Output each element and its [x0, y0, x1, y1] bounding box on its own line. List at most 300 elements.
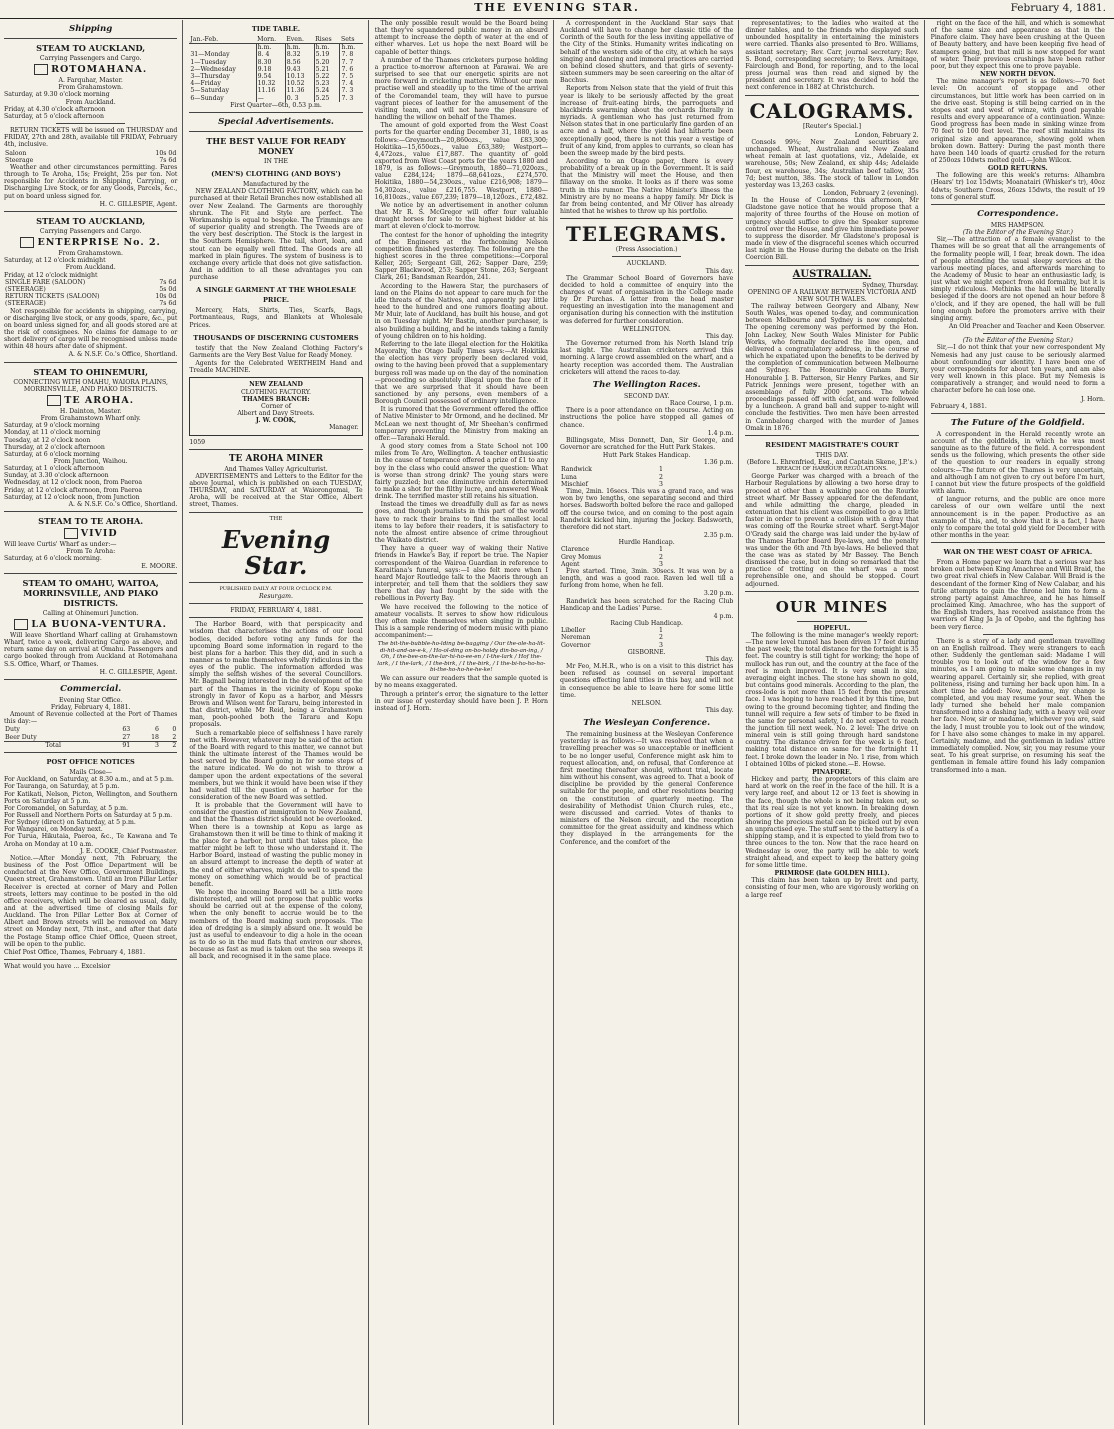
divider: [4, 959, 177, 960]
revenue-shillings: 3: [155, 741, 159, 749]
place: 2: [659, 473, 663, 481]
box-line: CLOTHING FACTORY.: [240, 388, 312, 396]
ad-garment: A SINGLE GARMENT AT THE WHOLESALE PRICE.: [196, 286, 356, 305]
mine-report: The mine manager's report is as follows:—70 feet level: On account of stoppage and other circumstances, but little work has been carried on in the drive east. Stoping is still being carried on in the stopes east and west of winze, with good payable results and every appearance of a continuation. Winze: Good progress has been made in sinking winze from 70 feet to 100 feet level. The reef still maintains its original size and appearance, showing gold when broken down. Battery: During the past month there have been 140 loads of quartz crushed for the return of 250ozs 10dwts melted gold.—John Wilcox.: [930, 78, 1105, 164]
tide-cell: 2—Wednesday: [189, 66, 256, 73]
race-result-table: [560, 546, 664, 568]
ad-line: Tuesday, at 12 o'clock noon: [4, 436, 91, 444]
tide-col: Morn.: [256, 36, 285, 44]
ad-line: From Grahamstown Wharf only.: [40, 415, 141, 423]
news-paragraph: They have a queer way of waking their Native friends in Hawke's Bay, if report be true. The Napier correspondent of the Wairoa Guardian in reference to Karaitiana's funeral, says:—I also felt more when I heard Major Routledge talk to the Maoris through an interpreter, and tell them that the soldiers they saw there that day had fought by the side with the rebellious in Poverty Bay.: [374, 545, 548, 603]
editorial-date: FRIDAY, FEBRUARY 4, 1881.: [230, 607, 322, 615]
race-time: 2.35 p.m.: [703, 531, 734, 539]
horse: Grey Momus: [560, 553, 602, 561]
ad-title: STEAM TO OMAHU, WAITOA, MORRINSVILLE, AND PIAKO DISTRICTS.: [22, 577, 159, 608]
office-line: Evening Star Office.: [58, 696, 123, 704]
race-row: [560, 546, 664, 553]
tide-cell: 10.13: [285, 73, 314, 80]
news-paragraph: We have received the following to the notice of amateur vocalists. It serves to show how ridiculous they often make themselves when singing in public. This is a sample rendering of modern music with piano accompaniment:—: [374, 603, 548, 640]
ship-icon: [20, 237, 34, 248]
mine-report: This claim has been taken up by Brett and party, consisting of four men, who are vigorously working on a large reef: [745, 877, 919, 899]
future-body: of languor returns, and the public are once more careless of our own welfare until the next announcement is in the paper. Productive as an example of this, and, to show that it is a fact, I have only to compare the total gold yield for December with other months in the year.: [930, 496, 1105, 539]
revenue-table: [4, 726, 177, 749]
ad-line: Saturday, at 12 o'clock midnight: [4, 257, 106, 265]
divider: [931, 413, 1105, 414]
tide-cell: 5.20: [314, 59, 340, 66]
telegrams-title: TELEGRAMS.: [565, 222, 728, 247]
ad-line: Saturday, at 9.30 o'clock morning: [4, 91, 110, 99]
tide-cell: 5.22: [314, 73, 340, 80]
fare-label: Steerage: [5, 156, 34, 164]
race-body: Randwick has been scratched for the Racing Club Handicap and the Ladies' Purse.: [559, 597, 734, 612]
tide-cell: 31—Monday: [189, 51, 256, 58]
australian-sub: OPENING OF A RAILWAY BETWEEN VICTORIA AND NEW SOUTH WALES.: [747, 288, 917, 303]
tide-unit: [189, 44, 256, 52]
agent: H. C. GILLESPIE, Agent.: [99, 668, 178, 676]
dateline: Sydney, Thursday.: [862, 281, 919, 289]
tide-row: [189, 95, 362, 102]
tide-row: [189, 80, 362, 87]
news-paragraph: A number of the Thames cricketers purpose holding a practice to-morrow afternoon at Parawai. We are surprised to see that our energetic spirits are not more forward in cricketing matters. Without our men practise well and steadily up to the time of the arrival of the Coromandel team, they will have to pursue vagrant pieces of leather for the amusement of the visiting team, and will not have the pleasure of handling the willow on behalf of the Thames.: [374, 56, 548, 122]
post-line: For Katikati, Nelson, Picton, Wellington, and Southern Ports on Saturday at 5 p.m.: [4, 790, 178, 805]
horse: Nereman: [560, 634, 591, 642]
ad-subtitle: Carrying Passengers and Cargo.: [39, 55, 142, 62]
ship-label: VIVID: [80, 528, 118, 540]
column-5: [745, 20, 924, 1425]
dateline-date: This day.: [705, 655, 734, 663]
ad-line: H. Dainton, Master.: [59, 407, 122, 415]
divider: [189, 603, 362, 604]
tide-cell: 7. 8: [341, 51, 354, 59]
mine-name: PRIMROSE (late GOLDEN HILL).: [774, 870, 890, 878]
box-line: Manager.: [329, 424, 359, 432]
place: 3: [659, 641, 663, 649]
letter-date: February 4, 1881.: [930, 402, 987, 410]
ad-body: Mercery, Hats, Shirts, Ties, Scarfs, Bags, Portmanteaus, Rugs, and Blankets at Wholesale Prices.: [189, 307, 363, 329]
race-title: Hutt Park Stakes Handicap.: [602, 452, 691, 460]
revenue-label: Beer Duty: [5, 733, 37, 741]
fare-label: (STEERAGE): [5, 300, 46, 308]
commercial-header: Commercial.: [60, 683, 122, 694]
court-body: George Parker was charged with a breach of the Harbour Regulations by allowing a two horse dray to proceed at other than a walking pace on the Rourke street wharf. Mr Bassey appeared for the defendant, and while admitting the charge, pleaded in extenuation that his client was compelled to go a little faster in order to prevent a collision with a dray that was coming off the Rourke street wharf. Sergt-Major O'Grady said the charge was laid under the by-law of the Thames Harbor Board Bye-laws, and the penalty was under the 6th and 7th bye-laws. He believed that the case was as stated by Mr Bassey. The Bench dismissed the case, but in doing so remarked that the practice of trotting on the wharf was a most reprehensible one, and should be stopped. Court adjourned.: [745, 473, 919, 588]
divider: [983, 333, 1053, 334]
ad-sub: Manufactured by the: [242, 181, 309, 189]
column-3: [375, 20, 554, 1425]
tide-col: Sets: [340, 36, 363, 44]
dateline-place: GISBORNE.: [627, 648, 666, 656]
column-6: [931, 20, 1110, 1425]
tide-rows: [189, 51, 362, 101]
revenue-row: [4, 734, 177, 742]
cable-body: In the House of Commons this afternoon, Mr Gladstone gave notice that he would propose that a majority of three fourths of the House on motion of urgency should suffice to give the Speaker supreme control over the House, and give him immediate power to suppress the disorder. Mr Gladstone's proposal is made in view of the disgraceful scenes which occurred last night in the House during the debate on the Irish Coercion Bill.: [745, 197, 919, 262]
race-row: [560, 627, 664, 634]
ad-line: Will leave Curtis' Wharf as under:—: [4, 541, 117, 549]
race-title: Racing Club Handicap.: [610, 620, 683, 627]
race-row: [560, 474, 664, 481]
horse: Libeller: [560, 627, 586, 635]
box-line: J. W. COOK,: [255, 417, 297, 425]
ad-line: Saturday, at 5 o'clock afternoon: [4, 112, 104, 120]
paper-published: PUBLISHED DAILY AT FOUR O'CLOCK P.M.: [219, 585, 333, 592]
divider: [612, 256, 681, 257]
tide-cell: —: [256, 95, 285, 102]
divider: [4, 38, 177, 39]
ship-icon: [47, 395, 61, 406]
tide-cell: 8.56: [285, 59, 314, 66]
issue-date: February 4, 1881.: [1010, 2, 1106, 14]
divider: [4, 573, 177, 574]
letter-title: MRS HAMPSON.: [990, 221, 1045, 229]
dateline-date: This day.: [705, 267, 734, 275]
place: 1: [659, 546, 663, 554]
notice: Notice.—After Monday next, 7th February, the business of the Post Office Department will be conducted at the New Office, Government Buildings, Queen street, Grahamstown. Until an Iron Pillar Letter Receiver is erected at corner of Mary and Pollen streets, letters may continue to be posted in the old office receivers, which will be cleared as usual, daily, and at the advertised time of closing Mails for Auckland. The Iron Pillar Letter Box at Corner of Albert and Brown streets will be removed on Mary street on Monday next, 7th inst., and after that date the Postage Stamp office Chief Office, Queen street, will be open to the public.: [4, 854, 178, 948]
australian-title: AUSTRALIAN.: [792, 268, 872, 280]
ad-title: STEAM TO AUCKLAND,: [36, 43, 146, 53]
race-time: 1.36 p.m.: [703, 459, 734, 467]
ship-icon: [14, 619, 28, 630]
tide-col: Rises: [314, 36, 340, 44]
tide-cell: 9.54: [256, 73, 285, 80]
tide-unit: h.m.: [285, 44, 314, 52]
masthead: [0, 0, 1114, 19]
news-paragraph: Instead the times we dreadfully dull as far as news goes, and though journalists in this part of the world have to rack their brains to find the smallest local items to lay before their readers, it is satisfactory to note the almost entire absence of crime throughout the Waikato district.: [374, 501, 548, 545]
divider: [189, 582, 362, 583]
news-paragraph: right on the face of the hill, and which is somewhat of the same size and appearance as that in the Pinafore claim. They have been crushing at the Queen of Beauty battery, and have been keeping five head of stampers going, but that mill is now stopped for want of water. Their previous crushings have been rather poor, but they expect this one to prove payable.: [930, 20, 1105, 70]
box-line: THAMES BRANCH:: [242, 395, 310, 403]
ad-subtitle: CONNECTING WITH OMAHU, WAIORA PLAINS, MORRINSVILLE, AND PIAKO DISTRICTS.: [13, 378, 168, 393]
telegram-body: The remaining business at the Wesleyan Conference yesterday is as follows:—It was resolved that when a travelling preacher was so unacceptable or inefficient to be no longer useful, Conference might ask him to request allocation, and, on refusal, that Conference at first meeting thereafter should, without trial, locate him without his consent, was agreed to. That a book of discipline be provided by the general Conference suitable for the people, and other resolutions bearing on the constitution of quarterly meeting. The desirability of Methodist Union Church rules, etc., were discussed and carried. Votes of thanks to ministers of the Nelson circuit, and the reception committee for the great assiduity and kindness which they displayed in the arrangements for the Conference, and the comfort of the: [559, 731, 734, 846]
place: 1: [659, 466, 663, 474]
news-paragraph: According to an Otago paper, there is every probability of a break up in the Government. It is said that the Ministry will meet the House, and then fillaway on the smoke. It looks as if there was some truth in this rumor. The Native Minister's illness the Ministry are by no means a happy family. Mr Dick is far from being contented, and Mr Oliver has already hinted that he wishes to throw up his portfolio.: [559, 157, 734, 216]
race-time: 3.20 p.m.: [703, 590, 734, 598]
ship-icon: [64, 528, 78, 539]
tide-cell: 1—Tuesday: [189, 59, 256, 66]
tide-unit: h.m.: [314, 44, 340, 52]
miner-title: TE AROHA MINER: [228, 453, 324, 464]
ad-line: Friday, at 12 o'clock midnight: [4, 271, 98, 279]
revenue-pence: 0: [172, 726, 177, 734]
horse: Randwick: [560, 466, 592, 474]
postmaster: J. E. COOKE, Chief Postmaster.: [79, 847, 178, 855]
tide-cell: 8.30: [256, 59, 285, 66]
court-sub: (Before L. Ehrenfried, Esq., and Captain Skene, J.P.'s.): [746, 458, 918, 466]
ship-name: [4, 64, 177, 75]
tide-table: [189, 36, 362, 102]
divider: [4, 511, 177, 512]
war-body: From a Home paper we learn that a serious war has broken out between King Amachree and Will Braid, the two great rival chiefs in New Calabar. Will Braid is the descendant of the former King of New Calabar, and his futile attempts to gain the throne led him to form a strong party against Amachree, and he has himself proclaimed King. Amachree, who has the support of the English traders, has received assistance from the warriors of King Ja Ja of Opobo, and the fighting has been very fierce.: [930, 559, 1105, 631]
ad-number: 1059: [189, 438, 206, 446]
column-2: [189, 20, 368, 1425]
ship-name: [4, 619, 177, 630]
news-paragraph: representatives; to the ladies who waited at the dinner tables, and to the friends who displayed such unbounded hospitality in entertaining the ministers were carried. Thanks also presented to Bro. Williams, assistant secretary; Rev. Carr, journal secretary; Rev. S. Bond, corresponding secretary; to Revs. Armitage, Fairclough and Bond, for reporting, and to the local press journal was then read and signed by the president and secretary. It was decided to hold the next conference in 1882 at Christchurch.: [745, 20, 919, 92]
divider: [745, 265, 918, 266]
ad-line: Friday, at 4.30 o'clock afternoon: [4, 105, 106, 113]
divider: [745, 435, 918, 436]
tide-cell: 7. 4: [341, 80, 354, 88]
cable-body: Consols 99¾; New Zealand securities are unchanged. Wheat, Australian and New Zealand wheat remain at last quotations, viz., Adelaide, ex warehouse, 50s; New Zealand, ex ship 44s; Adelaide flour, ex warehouse, 34s; Australian beef tallow, 35s 7d; best mutton, 38s. The stock of tallow in London yesterday was 13,263 casks.: [745, 138, 919, 189]
revenue-shillings: 18: [151, 733, 159, 741]
ad-sub: (MEN'S) CLOTHING (AND BOYS'): [211, 170, 341, 179]
tide-cell: 10.52: [285, 80, 314, 87]
editorial-paragraph: Such a remarkable piece of selfishness I have rarely met with. However, whatever may be said of the action of the Board with regard to this matter, we cannot but think the ultimate interest of the Thames would be best served by the Board going in for some steps of the nature indicated. We do not wish to throw a damper upon the ardent expectations of the several members, but we think it would have been wise if they had waited till the question of a harbor for the consideration of the new Board was settled.: [189, 729, 363, 801]
ad-sub: IN THE: [264, 157, 288, 165]
divider: [4, 362, 177, 363]
telegrams-sub: (Press Association.): [615, 246, 678, 254]
fare-value: 7s 6d: [159, 278, 177, 286]
box-line: NEW ZEALAND: [249, 381, 303, 389]
divider: [745, 95, 918, 96]
divider: [4, 752, 177, 753]
ad-line: From Auckland.: [65, 264, 116, 272]
tide-col: Jan.-Feb.: [189, 36, 256, 44]
notice-sign: Chief Post Office, Thames, February 4, 1881.: [4, 948, 146, 956]
ad-title: THE BEST VALUE FOR READY MONEY: [206, 135, 346, 156]
tide-header-row: [189, 36, 362, 44]
fare-row: [4, 157, 177, 164]
tide-units-row: [189, 44, 362, 52]
place: 3: [659, 480, 663, 488]
horse: Clarence: [560, 546, 590, 554]
tide-cell: 11.36: [285, 87, 314, 94]
divider: [189, 449, 362, 450]
tide-cell: 7. 3: [341, 94, 354, 102]
tide-foot: First Quarter—6th, 0.53 p.m.: [230, 101, 322, 109]
tide-cell: 7. 5: [341, 73, 354, 81]
factory-box: [189, 377, 362, 435]
cable-body: The railway between Georgery and Albany, New South Wales, was opened to-day, and communication between Melbourne and Sydney is now completed. The opening ceremony was performed by the Hon. John Lackey, New South Wales Minister for Public Works, who formally declared the line open, and delivered a congratulatory address, in the course of which he expatiated upon the benefits to be derived by the completion of communication between Melbourne and Sydney. The Honourable Graham Berry, Honourable J. B. Patterson, Sir Henry Parkes, and Sir Patrick Jennings were present, together with an assemblage of fully 2000 persons. The whole proceedings passed off with éclat, and were followed by a luncheon. A grand ball and supper to-night will conclude the festivities. Two men have been arrested in Cannbalong charged with the murder of James Omak in 1876.: [745, 303, 919, 432]
ad-title: STEAM TO AUCKLAND,: [36, 215, 146, 226]
divider: [745, 591, 918, 592]
ad-line: Saturday, at 6 o'clock morning.: [4, 555, 102, 563]
return-tickets: RETURN TICKETS will be issued on THURSDAY and FRIDAY, 27th and 28th, available till FRIDAY, February 4th, inclusive.: [4, 127, 178, 149]
ship-name: [4, 395, 177, 406]
calograms-sub: [Reuter's Special.]: [802, 122, 861, 130]
editorial-paragraph: The Harbor Board, with that perspicacity and wisdom that characterises the actions of our local bodies, decided before voting any funds for the upcoming Board some information in regard to the best plans for a harbor. This they did, and in such a manner as to make themselves wholly ridiculous in the eyes of the public. The information afforded was simply the selfish wishes of the several Councillors. Mr. Bagnall being interested in the development of the part of the Thames in the vicinity of Kopu spoke strongly in favor of Kopu as a harbor, and Messrs Brown and Wilson went for Tararu, being interested in that district, while Mr Reid, being a Grahamstown man, pooh-poohed both the Tararu and Kopu proposals.: [189, 621, 363, 729]
race-body: Time, 2min. 16secs. This was a grand race, and was won by two lengths, one separating second and third horses. Badsworth bolted before the race and galloped off the course twice, and on coming to the post again Randwick kicked him, injuring the Jockey. Badsworth, therefore did not start.: [559, 488, 734, 531]
report-date: Friday, February 4, 1881.: [50, 703, 131, 711]
news-paragraph: Through a printer's error, the signature to the letter in our issue of yesterday should have been J. P. Horn instead of J. Horn.: [374, 690, 548, 712]
tide-cell: 7. 6: [341, 65, 354, 73]
divider: [931, 542, 1105, 543]
revenue-intro: Amount of Revenue collected at the Port of Thames this day:—: [4, 711, 178, 726]
tide-row: [189, 87, 362, 94]
divider: [797, 621, 866, 622]
tide-cell: 5.19: [314, 51, 340, 58]
news-paragraph: The only possible result would be the Board being that they've squandered public money in an absurd attempt to increase the depth of water at the end of either wharves. Let us hope the next Board will be capable of better things.: [374, 20, 548, 56]
box-line: Corner of: [260, 402, 291, 410]
letter-to: (To the Editor of the Evening Star.): [962, 337, 1073, 345]
tide-unit: h.m.: [341, 44, 356, 52]
divider: [983, 634, 1053, 635]
fare-row: [4, 300, 177, 307]
place: 2: [659, 553, 663, 561]
fare-table: [4, 279, 177, 308]
divider: [189, 512, 362, 513]
news-paragraph: According to the Hawera Star, the purchasers of land on the Plains do not appear to care much for the idle threats of the Natives, and apparently pay little heed to the hundred and one rumors floating about. Mr Muir, late of Auckland, has built his house, and got in on Tuesday night. Mr Bastin, another purchaser, is also building a building, and he intends taking a family of young children on to his holding.: [374, 282, 548, 340]
ad-subtitle: Carrying Passengers and Cargo.: [39, 227, 142, 235]
ad-line: Saturday, at 6 o'clock morning: [4, 450, 100, 458]
news-paragraph: The amount of gold exported from the West Coast ports for the quarter ending December 31, 1880, is as follows:—Greymouth—20,860ozs., value £83,300; Hokitika—15,650ozs., value £63,389; Westport—4,472ozs., value £17,887. The quantity of gold exported from West Coast ports for the years 1880 and 1879, is as follows:—Greymouth, 1880—71,020ozs., value £284,124; 1879—68,641ozs., £274,570. Hokitika, 1880—54,230ozs., value £216,908; 1879—54,302ozs., value £216,755. Westport, 1880—16,810ozs., value £67,239; 1879—18,120ozs., £72,482.: [374, 122, 548, 201]
ship-label: LA BUONA-VENTURA.: [31, 618, 167, 630]
divider: [189, 131, 362, 132]
divider: [931, 204, 1105, 205]
race-result-table: [560, 627, 664, 649]
shipping-header: Shipping: [69, 24, 113, 34]
future-title: The Future of the Goldfield.: [950, 417, 1085, 428]
races-body: Billingsgate, Miss Donnett, Dan, Sir George, and Governor are scratched for the Hutt Park Stakes.: [559, 436, 734, 451]
ad-fragment: What would you have ... Excelsior: [4, 963, 111, 971]
race-row: [560, 554, 664, 561]
ad-line: Friday, at 12 o'clock afternoon, from Paeroa: [4, 486, 143, 494]
court-sub: BREACH OF HARBOUR REGULATIONS.: [776, 466, 888, 473]
fare-value: 7s 6d: [159, 156, 177, 164]
agent: E. MOORE.: [141, 562, 178, 570]
place: 1: [659, 627, 663, 635]
tide-cell: 10.32: [256, 80, 285, 87]
dateline: London, February 2 (evening).: [823, 189, 919, 197]
newspaper-columns: [4, 20, 1110, 1425]
anecdote-body: There is a story of a lady and gentleman travelling on an English railroad. They were strangers to each other. Suddenly the gentleman said: Madame I will trouble you to look out of the window for a few minutes, as I am going to make some changes in my wearing apparel. Certainly sir, she replied, with great politeness, rising and turning her back upon him. In a short time he added: Now, madame, my change is completed, and you may resume your seat. When the lady turned she beheld her male companion transformed into a dashing lady, with a heavy veil over her face. Now, sir or madame, whichever you are, said the lady, I must trouble you to look out of the window, for I have also some changes to make in my apparel. Certainly, madame, and the gentleman in ladies' attire immediately complied. Now, sir, you may resume your seat. To his great surprise, on resuming his seat the gentleman in female attire found his lady companion transformed into a man.: [930, 637, 1105, 774]
news-paragraph: A good story comes from a State School not 100 miles from Te Aro, Wellington. A teacher enthusiastic in the cause of temperance offered a prize of £1 to any boy in the class who could answer the question: What is worse than strong drink? The young stars were fairly puzzled; but one diminutive urchin determined to make a shot for the filthy lucre, and answered Weak drink. The terrified master still retains his situation.: [374, 443, 548, 501]
race-row: [560, 634, 664, 641]
race-row: [560, 561, 664, 568]
news-paragraph: Reports from Nelson state that the yield of fruit this year is likely to be seriously affected by the great increase of fruit-eating birds, the parroquets and blackbirds swarming about the orchards literally in myriads. A gentleman who has just returned from Nelson states that in one particularly fine garden of an acre and a half, where the yield had hitherto been exceptionally good, there is not this year a vestige of fruit of any kind, from apples to currants, so clean has been the sweep made by the bird pests.: [559, 85, 734, 157]
editorial-paragraph: It is probable that the Government will have to consider the question of immigration to New Zealand, and that the Thames district should not be overlooked. When there is a township at Kopu as large as Grahamstown then it will be time to think of making it the place for a harbor, but until that takes place, the matter might be left to those who understand it. The Harbor Board, instead of wasting the public money in an absurd attempt to increase the depth of water at the end of either wharves, might do well to spend the money on something which would be of practical benefit.: [189, 802, 363, 888]
post-line: For Auckland, on Saturday, at 8.30 a.m., and at 5 p.m.: [4, 776, 174, 784]
fare-label: SINGLE FARE (SALOON): [5, 278, 86, 286]
revenue-label: Total: [45, 741, 61, 749]
ad-line: Saturday, at 1 o'clock afternoon: [4, 465, 104, 473]
court-sub: THIS DAY.: [815, 451, 849, 459]
races-sub: SECOND DAY.: [623, 392, 670, 400]
ad-footnote: Weather and other circumstances permitting. Fares through to Te Aroha, 15s; Freight, 25s per ton. Not responsible for Accidents in Shipping, Carrying, or Discharging Live Stock, or for any Goods, Parcels, &c., put on board unless signed for.: [4, 163, 178, 200]
tide-cell: 9.18: [256, 66, 285, 73]
paper-the: THE: [269, 515, 283, 522]
horse: Agent: [560, 560, 580, 568]
ship-name: [4, 528, 177, 539]
telegram-body: The Grammar School Board of Governors have decided to hold a committee of enquiry into the charges of want of organisation in the College made by Dr Purchas. A letter from the head master requesting an investigation into the management and organisation during his connection with the institution was deferred for further consideration.: [559, 274, 734, 325]
tide-cell: 5.24: [314, 87, 340, 94]
telegram-body: Mr Feo, M.H.R., who is on a visit to this district has been refused as counsel on several important questions effecting land titles in this bay, and will not in consequence be able to leave here for some little time.: [559, 663, 734, 699]
tide-col: Even.: [285, 36, 314, 44]
agent: H. C. GILLESPIE, Agent.: [99, 200, 178, 208]
paper-title: Evening Star.: [221, 524, 331, 580]
divider: [189, 617, 362, 618]
gold-returns-body: The following are this week's returns: Alhambra (Hears' tr) 1oz 15dwts; Moanatairi (Whisker's tr), 40oz 4dwts; Southern Cross, 26ozs 15dwts, the result of 19 tons of general stuff.: [930, 172, 1105, 201]
letter-sign: An Old Preacher and Teacher and Keen Observer.: [948, 323, 1105, 331]
tide-cell: 5.23: [314, 80, 340, 87]
revenue-label: Duty: [5, 726, 20, 734]
ad-thousands: THOUSANDS OF DISCERNING CUSTOMERS: [193, 333, 359, 342]
letter-body: Sir,—The attraction of a female evangelist to the Thames will be so great that all the arrangements of the formality people will, I fear, break down. The idea of people attending the usual sleepy services at the various meeting places, and afterwards marching to the Academy of Music to hear an enthusiastic lady, is just what we might expect from old formality, but it is simply ridiculous. Methinks the hall will be literally besieged if the doors are not opened an hour before 8 o'clock, and if they are opened, the hall will be full long enough before the promoters arrive with their singing army.: [930, 236, 1105, 322]
post-line: For Russell and Northern Ports on Saturday at 5 p.m.: [4, 811, 173, 819]
tide-cell: 11.16: [256, 87, 285, 94]
news-paragraph: A correspondent in the Auckland Star says that Auckland will have to change her classic title of the Corinth of the South for the less inviting appellative of the City of the Stinks. Humanity writes indicating on behalf of the western side of the city, at which he says singing and dancing and immoral practices are carried on behind closed shutters, and that girls of seventy-sixteen summers may be seen careering on the altar of Bacchus.: [559, 20, 734, 85]
newspaper-name: THE EVENING STAR.: [474, 1, 640, 14]
column-4: [560, 20, 739, 1425]
dateline-place: WELLINGTON.: [622, 325, 671, 333]
divider: [189, 112, 362, 113]
post-line: For Wangarei, on Monday next.: [4, 826, 103, 834]
tide-header: TIDE TABLE.: [251, 25, 301, 33]
mine-name: HOPEFUL.: [813, 624, 851, 632]
tide-cell: 5—Saturday: [189, 87, 256, 94]
post-line: For Turua, Hikutaia, Paeroa, &c., Te Kawana and Te Aroha on Monday at 10 a.m.: [4, 833, 178, 848]
ad-line: From Te Aroha:: [66, 548, 116, 556]
mine-report: Hickey and party, the proprietors of this claim are hard at work on the reef in the face of the hill. It is a very large reef, and about 12 or 13 feet is showing in the face, though the whole is not being taken out, so that its real size is not yet known. In breaking down portions of it show gold pretty freely, and pieces showing the precious metal can be picked out by even an unpractised eye. The stuff sent to the battery is of a shipping stamp, and it is expected to yield from two to three ounces to the ton. Now that the race heard on Wednesday is over, the party will be able to work straight ahead, and expect to keep the battery going for some little time.: [745, 776, 919, 869]
correspondence-header: Correspondence.: [977, 208, 1059, 219]
tide-row: [189, 73, 362, 80]
news-paragraph: The contest for the honor of upholding the integrity of the Engineers at the forthcoming Nelson competition finished yesterday. The following are the highest scores in the three competitions:—Corporal Keller, 265; Sergeant Gill, 262; Sapper Dare, 259; Sapper Blackwood, 253; Sapper Stone, 263; Sergeant Clark, 261; Bandsman Reardon, 241.: [374, 231, 548, 282]
race-row: [560, 481, 664, 488]
miner-body: ADVERTISEMENTS and Letters to the Editor for the above Journal, which is published on each TUESDAY, THURSDAY, and SATURDAY at Waiorongomai, Te Aroha, will be received at the Star Office, Albert street, Thames.: [189, 472, 363, 509]
mine-name: PINAFORE.: [812, 768, 852, 776]
tide-cell: 8. 4: [256, 51, 285, 58]
race-body: Five started. Time, 3min. 30secs. It was won by a length, and was a good race. Raven led well till a furlong from home, when he fell.: [559, 567, 734, 590]
fare-label: RETURN TICKETS (SALOON): [5, 293, 100, 301]
news-paragraph: We notice by an advertisement in another column that Mr R. S. McGregor will offer four valuable draught horses for sale to the highest bidder at his mart at eleven o'clock to-morrow.: [374, 201, 548, 231]
ship-label: ROTOMAHANA.: [51, 64, 148, 76]
ad-body: Agents for the Celebrated WERTHEIM Hand and Treadle MACHINE.: [189, 360, 363, 375]
fare-value: 10s 0d: [155, 149, 177, 157]
races-title: The Wellington Races.: [592, 379, 701, 390]
divider: [4, 679, 177, 680]
revenue-total-row: [4, 741, 177, 749]
fare-row: [4, 293, 177, 300]
letter-sign: J. Horn.: [1081, 395, 1105, 403]
tide-cell: 4—Friday: [189, 80, 256, 87]
race-row: [560, 642, 664, 649]
ad-line: A. Farquhar, Master.: [58, 77, 123, 85]
ad-line: Wednesday, at 12 o'clock noon, from Paeroa: [4, 479, 143, 487]
box-line: Albert and Davy Streets.: [237, 410, 315, 418]
ad-line: Saturday, at 12 o'clock noon, from Junction: [4, 493, 140, 501]
ad-line: Monday, at 11 o'clock morning: [4, 429, 101, 437]
dateline: London, February 2.: [854, 131, 919, 139]
race-time: 4 p.m.: [713, 612, 734, 620]
ad-line: From Grahamstown.: [58, 84, 123, 92]
revenue-pence: 2: [172, 741, 177, 749]
news-paragraph: We can assure our readers that the sample quoted is by no means exaggerated.: [374, 675, 548, 690]
fare-row: [4, 286, 177, 293]
tide-cell: 7. 3: [341, 87, 354, 95]
ad-line: Thursday, at 2 o'clock afternoon: [4, 443, 105, 451]
fare-value: 7s 6d: [159, 300, 177, 308]
mines-title: OUR MINES: [775, 597, 889, 616]
dateline-place: NELSON.: [631, 699, 662, 707]
news-paragraph: It is rumored that the Government offered the office of Native Minister to Mr Ormond, and he declined. Mr McLean we next thought of, Mr Sheehan's confirmed temporary preventing the Ministry from making an offer.—Taranaki Herald.: [374, 406, 548, 442]
post-line: For Coromandel, on Saturday, at 5 p.m.: [4, 804, 128, 812]
ad-title: STEAM TO OHINEMURI,: [33, 366, 149, 377]
letter-to: (To the Editor of the Evening Star.): [962, 229, 1073, 237]
revenue-shillings: 6: [155, 726, 159, 734]
tide-cell: 6—Sunday: [189, 95, 256, 102]
tide-cell: 5.25: [314, 95, 340, 102]
ad-subtitle: Calling at Ohinemuri Junction.: [42, 609, 139, 617]
revenue-row: [4, 726, 177, 733]
race-title: Hurdle Handicap.: [618, 539, 675, 547]
fare-value: 5s 0d: [159, 285, 177, 293]
tide-row: [189, 59, 362, 66]
tide-row: [189, 51, 362, 58]
race-result-table: [560, 466, 664, 488]
column-1: [4, 20, 183, 1425]
mine-name: NEW NORTH DEVON.: [979, 71, 1056, 79]
divider: [4, 211, 177, 212]
fare-row: [4, 279, 177, 286]
ad-line: Sunday, at 3.30 o'clock afternoon: [4, 472, 109, 480]
future-body: A correspondent in the Herald recently wrote an account of the goldfields, in which he was most sanguine as to the future of the field. A correspondent sends us the following, which presents the other side of the question to our readers in equally strong colours:—The future of the Thames is very uncertain, and although I am not given to cry out before I'm hurt, I cannot but view the future prospects of the goldfield with alarm.: [930, 430, 1105, 496]
